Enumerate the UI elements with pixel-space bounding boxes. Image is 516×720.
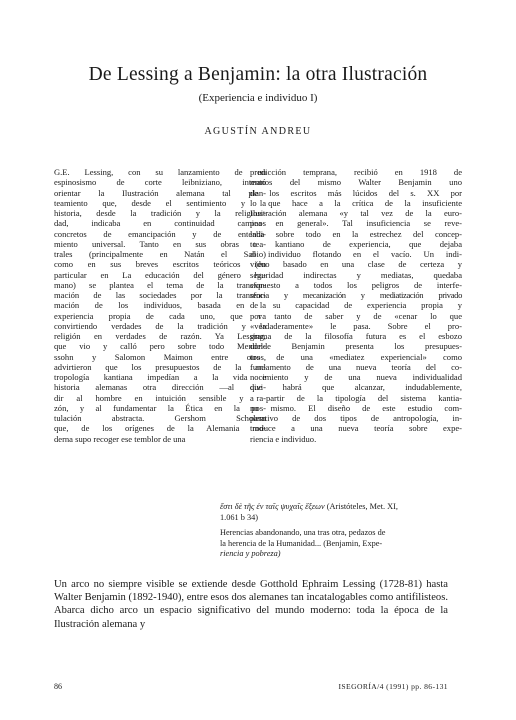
abstract-line: grama de la filosofía futura es el esbozo (250, 331, 462, 341)
body-paragraph: Un arco no siempre visible se extiende desde Gotthold Ephraim Lessing (1728-81) hasta Walter Benjamin (1892-1940), entre esos dos alemanes tan incatalogables como antifilisteos. Abarca dicho arco un espacio significativo del mundo moderno: toda la época de la Ilustración alemana y (54, 579, 448, 630)
abstract-line: lo que hace a la crítica de la insuficiente (250, 197, 462, 208)
abstract-line: espinosismo de corte leibniziano, intentó (54, 177, 266, 188)
abstract-line: trales (principalmente en Natán el Sabio) (54, 249, 266, 259)
abstract-line: nocimiento y de una nueva individualidad (250, 372, 462, 382)
abstract-line: troduce a una nueva teoría sobre expe- (250, 423, 462, 434)
epigraph-line: riencia y pobreza) (220, 549, 281, 558)
abstract-line: al individuo flotando en el vacío. Un indi- (250, 249, 462, 259)
epigraph-line: la herencia de la Humanidad... (Benjamin, Expe- (220, 538, 383, 548)
abstract-line: derna supo recoger ese temblor de una (54, 433, 186, 444)
abstract-line: «verdaderamente» le pasa. Sobre el pro- (250, 320, 462, 331)
abstract-line: historia alemanas otra dirección —al divi- (54, 382, 266, 393)
abstract-line: parativo de dos tipos de antropología, in- (250, 413, 462, 423)
abstract-line: tropología kantiana impedían a la vida e (54, 372, 266, 382)
abstract-line: por tanto de saber y de «cenar lo que (250, 310, 462, 321)
abstract-line: viduo basado en una clase de certeza y (250, 259, 462, 270)
abstract-line: laba sobre todo en la estrechez del concep- (250, 228, 462, 239)
page-number: 86 (54, 682, 62, 691)
abstract-line: donde Benjamin presenta los presupues- (250, 341, 462, 352)
epigraph-benjamin (220, 528, 448, 560)
abstract-line: expuesto a todos los peligros de interfe- (250, 279, 462, 290)
epigraph-source: (Aristóteles, Met. XI, (326, 502, 398, 511)
abstract-line: experiencia propia de cada uno, que va (54, 310, 266, 321)
abstract-line: orientar la Ilustración alemana tal plan- (54, 187, 266, 198)
abstract-line: advirtieron que los presupuestos de la an- (54, 361, 266, 372)
abstract-line: pea en general». Tal insuficiencia se reve- (250, 218, 462, 229)
abstract-line: to kantiano de experiencia, que dejaba (250, 238, 462, 249)
abstract-line: tos de una «mediatez experiencial» como (250, 351, 462, 362)
abstract-line: predicción temprana, recibió en 1918 de (250, 167, 462, 177)
abstract-line: mación de las sociedades por la transfor- (54, 290, 266, 300)
abstract-line: dad, indicaba en continuidad caminos (54, 218, 266, 229)
journal-citation: ISEGORÍA/4 (1991) pp. 86-131 (338, 682, 448, 691)
epigraph-line: Herencias abandonando, una tras otra, pedazos de (220, 528, 386, 537)
abstract-line: manos del mismo Walter Benjamin uno (250, 177, 462, 188)
abstract-line: concretos de emancipación y de entendi- (54, 228, 266, 239)
abstract-left-column (54, 167, 266, 444)
abstract-line: tulación abstracta. Gershom Scholem (54, 413, 266, 423)
abstract-line: de su capacidad de experiencia propia y (250, 300, 462, 311)
abstract-line: que vio y calló pero sobre todo Mendel- (54, 341, 266, 352)
abstract-line: zón, y al fundamentar la Ética en la pos- (54, 402, 266, 413)
abstract-line: riencia e individuo. (250, 433, 317, 444)
abstract-line: teamiento que, desde el sentimiento y la (54, 197, 266, 208)
abstract-line: seguridad indirectas y mediatas, quedaba (250, 269, 462, 280)
abstract-line: mación de los individuos, basada en la (54, 300, 266, 311)
author-name: AGUSTÍN ANDREU (204, 126, 312, 137)
abstract-line: de los escritos más lúcidos del s. XX por (250, 187, 462, 198)
abstract-line: a partir de la tipología del sistema kantia- (250, 392, 462, 403)
abstract-line: ssohn y Salomon Maimon entre otros, (54, 351, 266, 362)
abstract-line: no mismo. El diseño de este estudio com- (250, 402, 462, 413)
abstract-line: mano) se plantea el tema de la transfor- (54, 279, 266, 290)
abstract-line: fundamento de una nueva teoría del co- (250, 361, 462, 372)
abstract-line: G.E. Lessing, con su lanzamiento de un (54, 167, 266, 177)
abstract-line: que habrá que alcanzar, indudablemente, (250, 382, 462, 393)
epigraph-quote: ἔστι δὲ τῆς ἐν ταῖς ψυχαῖς ἕξεων (220, 502, 325, 511)
epigraph-aristotle (220, 502, 448, 523)
abstract-line: convirtiendo verdades de la tradición y la (54, 320, 266, 331)
abstract-line: historia, desde la tradición y la religiosi- (54, 208, 266, 218)
article-subtitle: (Experiencia e individuo I) (198, 92, 318, 104)
abstract-line: como en sus breves escritos teóricos (en (54, 259, 266, 270)
abstract-line: que, de los orígenes de la Alemania mo- (54, 423, 266, 434)
abstract-line: Ilustración alemana «y tal vez de la euro- (250, 208, 462, 218)
abstract-line: rencia y mecanización y mediatización privado (250, 290, 462, 300)
article-title: De Lessing a Benjamin: la otra Ilustración (88, 64, 428, 85)
epigraph-source-line2: 1.061 b 34) (220, 512, 259, 522)
abstract-right-column (250, 167, 462, 444)
abstract-line: miento universal. Tanto en sus obras tea- (54, 238, 266, 249)
abstract-line: dir al hombre en intuición sensible y ra- (54, 392, 266, 403)
abstract-line: religión en verdades de razón. Ya Lessing, (54, 331, 266, 341)
abstract-line: particular en La educación del género hu- (54, 269, 266, 280)
